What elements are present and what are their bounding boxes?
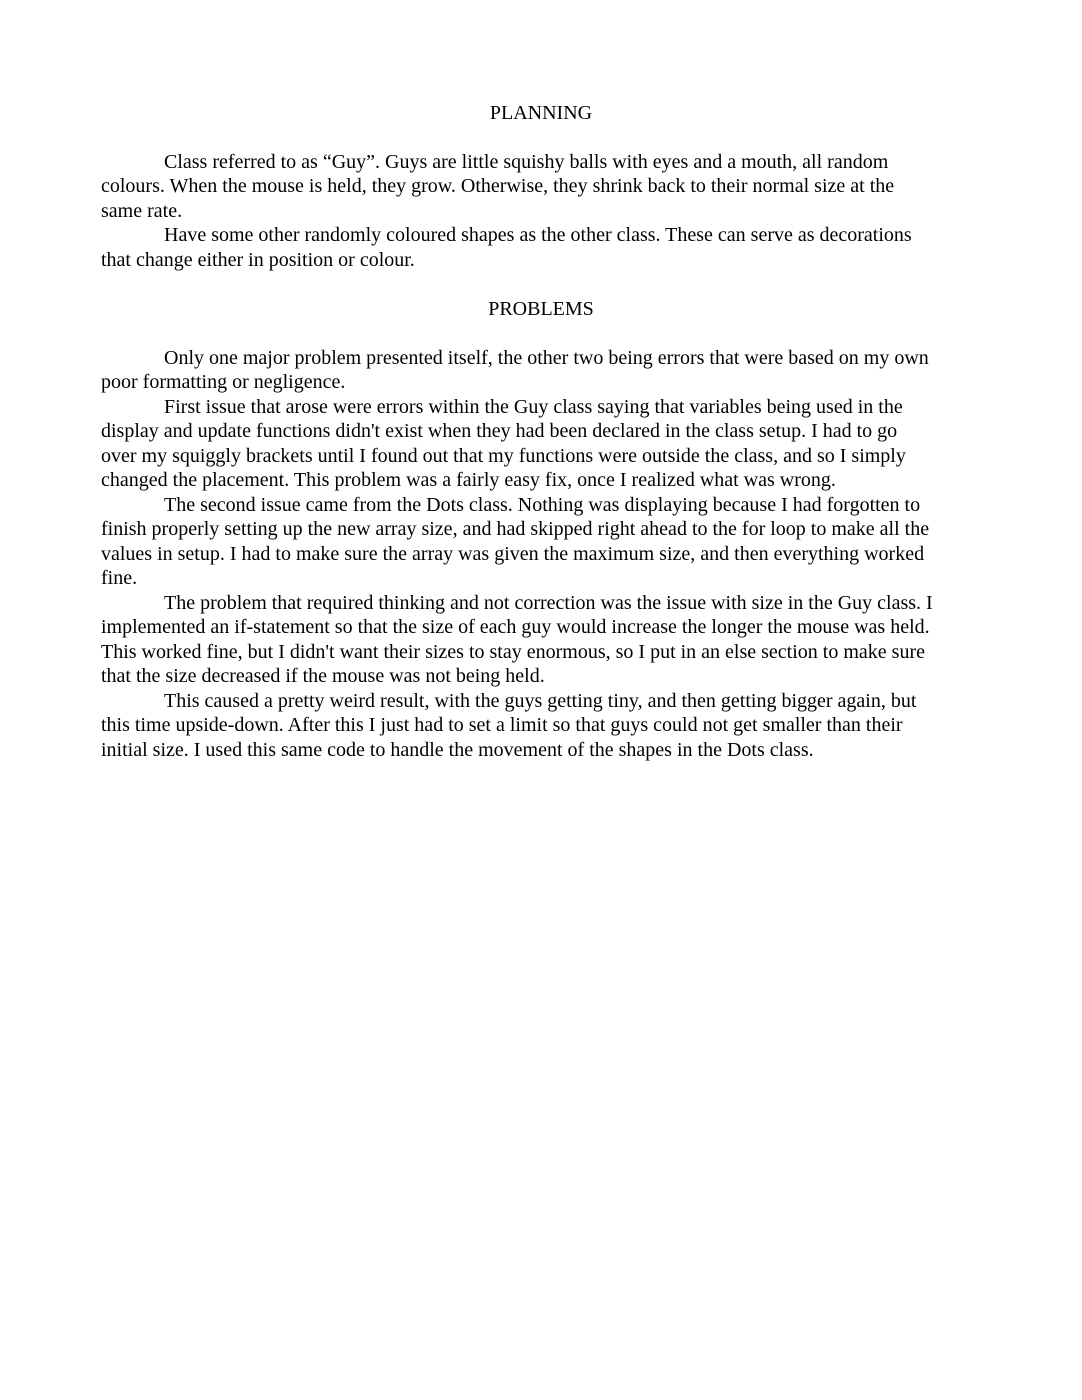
paragraph-line: This caused a pretty weird result, with the guys getting tiny, and then getting bigger again, but [164,690,917,712]
section-heading-planning: PLANNING [489,102,593,124]
paragraph-line: this time upside-down. After this I just had to set a limit so that guys could not get smaller than their [101,714,903,736]
paragraph-line: display and update functions didn't exist when they had been declared in the class setup. I had to go [101,420,898,442]
paragraph-line: changed the placement. This problem was a fairly easy fix, once I realized what was wrong. [101,469,836,491]
paragraph-line: Only one major problem presented itself, the other two being errors that were based on my own [164,347,929,369]
paragraph-line: that change either in position or colour. [101,249,415,271]
paragraph-line: that the size decreased if the mouse was not being held. [101,665,545,687]
paragraph-line: Class referred to as “Guy”. Guys are little squishy balls with eyes and a mouth, all random [164,151,889,173]
paragraph-line: initial size. I used this same code to handle the movement of the shapes in the Dots class. [101,739,814,761]
paragraph-line: fine. [101,567,138,589]
paragraph-line: finish properly setting up the new array size, and had skipped right ahead to the for loop to make all the [101,518,930,540]
paragraph-line: same rate. [101,200,183,222]
paragraph-line: The problem that required thinking and not correction was the issue with size in the Guy class. I [164,592,933,614]
paragraph-line: First issue that arose were errors within the Guy class saying that variables being used in the [164,396,903,418]
paragraph-line: The second issue came from the Dots class. Nothing was displaying because I had forgotten to [164,494,921,516]
paragraph-line: poor formatting or negligence. [101,371,346,393]
paragraph-line: implemented an if-statement so that the size of each guy would increase the longer the mouse was held. [101,616,930,638]
paragraph-line: This worked fine, but I didn't want their sizes to stay enormous, so I put in an else section to make sure [101,641,925,663]
paragraph-line: Have some other randomly coloured shapes as the other class. These can serve as decorations [164,224,912,246]
paragraph-line: colours. When the mouse is held, they grow. Otherwise, they shrink back to their normal size at the [101,175,895,197]
paragraph-line: values in setup. I had to make sure the array was given the maximum size, and then everything worked [101,543,925,565]
section-heading-problems: PROBLEMS [488,298,594,320]
paragraph-line: over my squiggly brackets until I found out that my functions were outside the class, and so I simply [101,445,906,467]
